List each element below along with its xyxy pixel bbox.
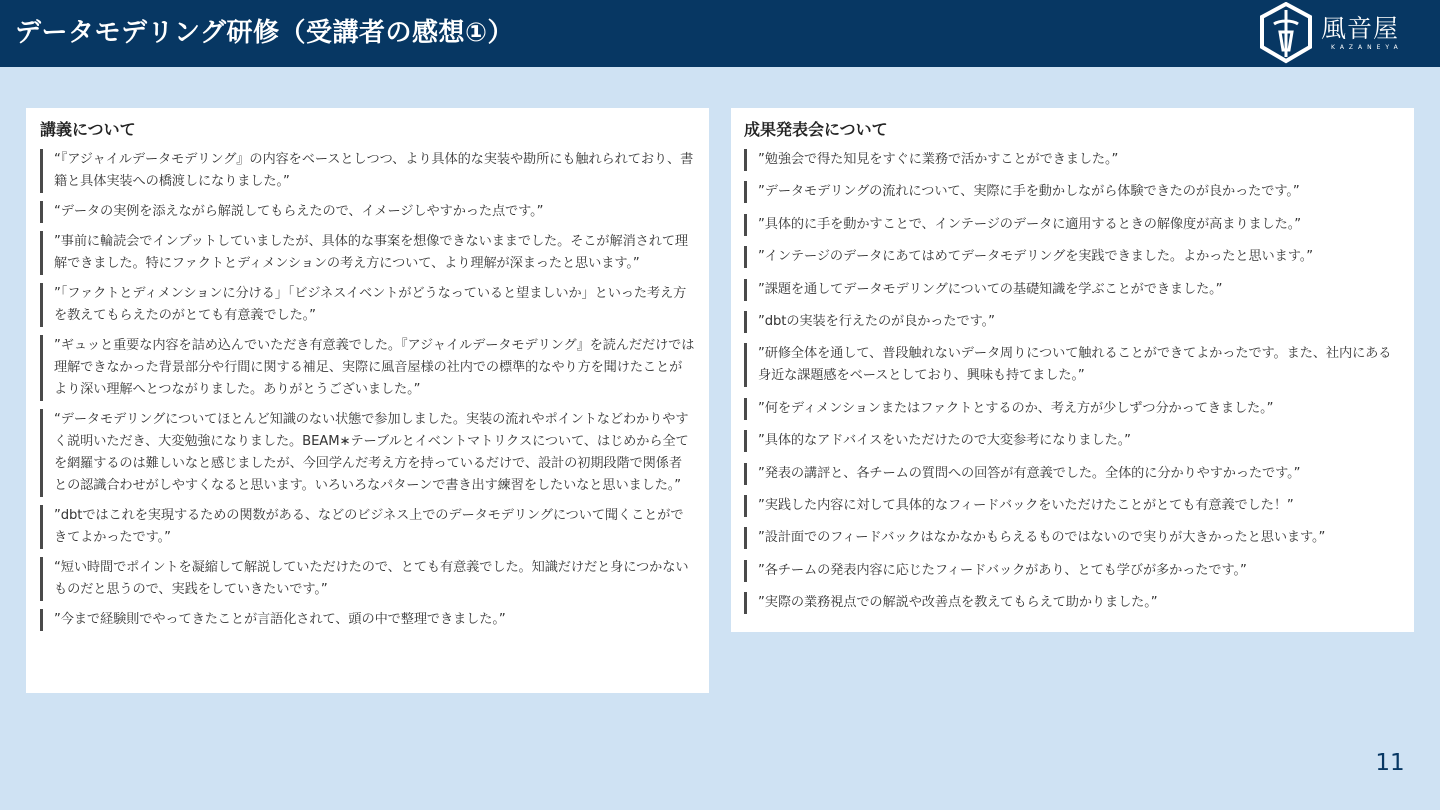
presentation-feedback-heading: 成果発表会について xyxy=(744,120,888,139)
presentation-comment: ”インテージのデータにあてはめてデータモデリングを実践できました。よかったと思います。” xyxy=(744,246,1400,268)
presentation-comment: ”実践した内容に対して具体的なフィードバックをいただけたことがとても有意義でした！” xyxy=(744,495,1400,517)
slide-title: データモデリング研修（受講者の感想①） xyxy=(15,18,514,48)
presentation-comment: ”具体的に手を動かすことで、インテージのデータに適用するときの解像度が高まりました。” xyxy=(744,214,1400,236)
lecture-comment: “データの実例を添えながら解説してもらえたので、イメージしやすかった点です。” xyxy=(40,201,695,223)
lecture-comment-list xyxy=(40,149,695,631)
lecture-comment: ”dbtではこれを実現するための関数がある、などのビジネス上でのデータモデリングについて聞くことができてよかったです。” xyxy=(40,505,695,549)
lecture-comment: ”「ファクトとディメンションに分ける」「ビジネスイベントがどうなっていると望ましいか」といった考え方を教えてもらえたのがとても有意義でした。” xyxy=(40,283,695,327)
lecture-comment: “『アジャイルデータモデリング』の内容をベースとしつつ、より具体的な実装や勘所にも触れられており、書籍と具体実装への橋渡しになりました。” xyxy=(40,149,695,193)
kazaneya-logo-icon xyxy=(1258,2,1314,64)
lecture-comment: ”ギュッと重要な内容を詰め込んでいただき有意義でした。『アジャイルデータモデリング』を読んだだけでは理解できなかった背景部分や行間に関する補足、実際に風音屋様の社内での標準的なやり方を聞けたことがより深い理解へとつながりました。ありがとうございました。” xyxy=(40,335,695,401)
presentation-comment: ”研修全体を通して、普段触れないデータ周りについて触れることができてよかったです。また、社内にある身近な課題感をベースとしており、興味も持てました。” xyxy=(744,343,1400,387)
presentation-comment: ”データモデリングの流れについて、実際に手を動かしながら体験できたのが良かったです。” xyxy=(744,181,1400,203)
presentation-comment: ”具体的なアドバイスをいただけたので大変参考になりました。” xyxy=(744,430,1400,452)
presentation-comment: ”課題を通してデータモデリングについての基礎知識を学ぶことができました。” xyxy=(744,279,1400,301)
lecture-comment: “データモデリングについてほとんど知識のない状態で参加しました。実装の流れやポイントなどわかりやすく説明いただき、大変勉強になりました。BEAM∗テーブルとイベントマトリクスについて、はじめから全てを網羅するのは難しいなと感じましたが、今回学んだ考え方を持っているだけで、設計の初期段階で関係者との認識合わせがしやすくなると思います。いろいろなパターンで書き出す練習をしたいなと思いました。” xyxy=(40,409,695,497)
presentation-comment: ”勉強会で得た知見をすぐに業務で活かすことができました。” xyxy=(744,149,1400,171)
presentation-comment: ”dbtの実装を行えたのが良かったです。” xyxy=(744,311,1400,333)
slide-header xyxy=(0,0,1440,67)
lecture-feedback-heading: 講義について xyxy=(40,120,136,139)
logo-subtitle: KAZANEYA xyxy=(1331,44,1403,51)
lecture-feedback-panel xyxy=(26,108,709,693)
page-number: 11 xyxy=(1375,750,1405,776)
lecture-comment: “短い時間でポイントを凝縮して解説していただけたので、とても有意義でした。知識だけだと身につかないものだと思うので、実践をしていきたいです。” xyxy=(40,557,695,601)
presentation-comment: ”実際の業務視点での解説や改善点を教えてもらえて助かりました。” xyxy=(744,592,1400,614)
logo-wordmark: 風音屋 xyxy=(1321,14,1400,43)
lecture-comment: ”事前に輪読会でインプットしていましたが、具体的な事案を想像できないままでした。そこが解消されて理解できました。特にファクトとディメンションの考え方について、より理解が深まったと思います。” xyxy=(40,231,695,275)
lecture-comment: ”今まで経験則でやってきたことが言語化されて、頭の中で整理できました。” xyxy=(40,609,695,631)
presentation-comment-list xyxy=(744,149,1400,614)
presentation-comment: ”各チームの発表内容に応じたフィードバックがあり、とても学びが多かったです。” xyxy=(744,560,1400,582)
presentation-comment: ”何をディメンションまたはファクトとするのか、考え方が少しずつ分かってきました。” xyxy=(744,398,1400,420)
presentation-feedback-panel xyxy=(731,108,1414,632)
presentation-comment: ”設計面でのフィードバックはなかなかもらえるものではないので実りが大きかったと思います。” xyxy=(744,527,1400,549)
presentation-comment: ”発表の講評と、各チームの質問への回答が有意義でした。全体的に分かりやすかったです。” xyxy=(744,463,1400,485)
kazaneya-logo xyxy=(1258,2,1418,64)
